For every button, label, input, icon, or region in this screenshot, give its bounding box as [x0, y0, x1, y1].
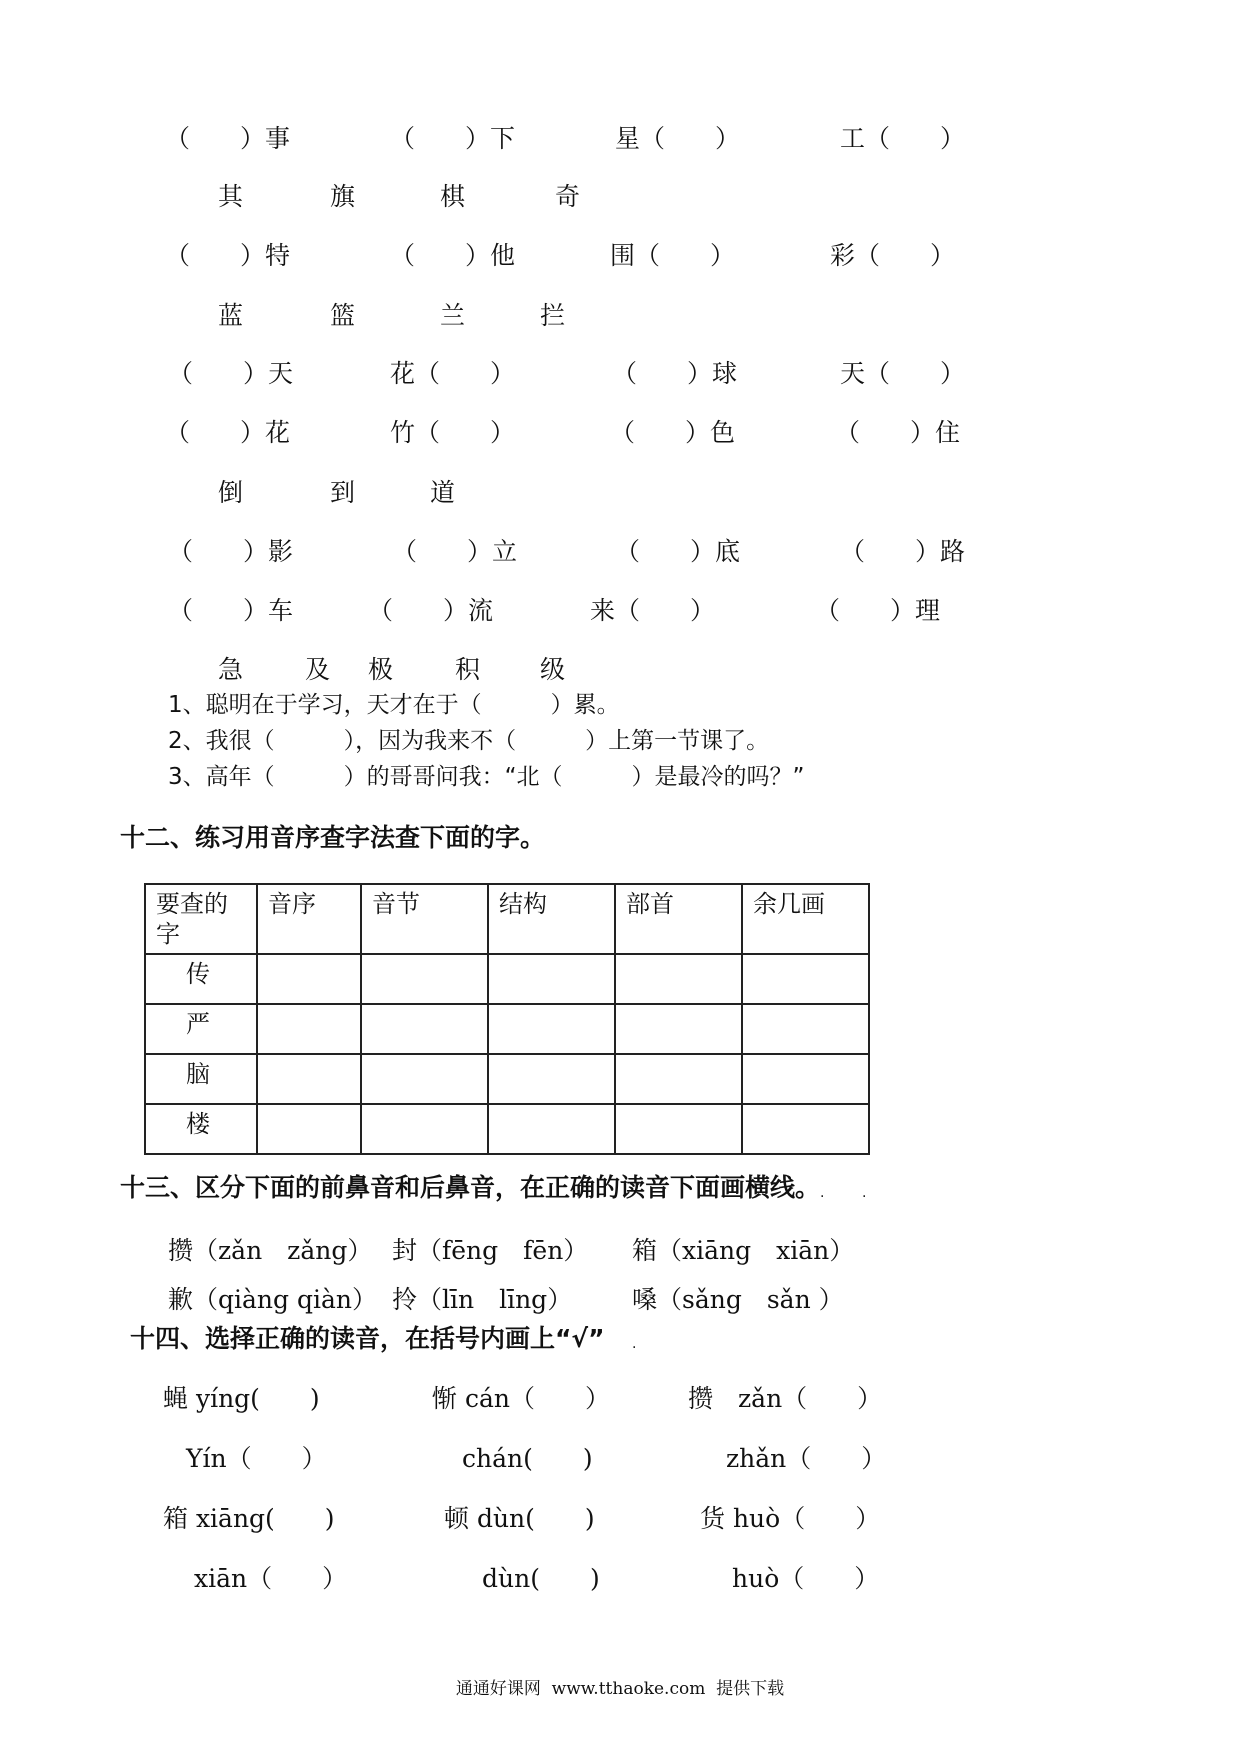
fill-item: （ ）立: [392, 537, 518, 566]
group-char: 棋: [440, 182, 466, 211]
answer-cell[interactable]: [361, 1004, 488, 1054]
section-13-title: 十三、区分下面的前鼻音和后鼻音，在正确的读音下面画横线。: [120, 1173, 821, 1202]
fill-item: （ ）车: [168, 596, 294, 625]
lookup-table: [144, 883, 870, 1155]
answer-cell[interactable]: [257, 1104, 361, 1154]
sentence-2: 2、我很（ ），因为我来不（ ）上第一节课了。: [168, 728, 770, 754]
fill-item: （ ）下: [390, 124, 516, 153]
fill-item: （ ）底: [615, 537, 741, 566]
answer-cell[interactable]: [742, 1004, 869, 1054]
answer-cell[interactable]: [257, 1054, 361, 1104]
group-char: 积: [455, 655, 481, 684]
group-char: 倒: [218, 478, 244, 507]
fill-item: 星（ ）: [615, 124, 741, 153]
lookup-char: 严: [145, 1004, 257, 1054]
answer-cell[interactable]: [615, 1004, 742, 1054]
fill-item: （ ）流: [368, 596, 494, 625]
group-char: 奇: [555, 182, 581, 211]
table-header-cell: 要查的字: [145, 884, 257, 954]
table-header-cell: 余几画: [742, 884, 869, 954]
answer-cell[interactable]: [488, 1054, 615, 1104]
fill-item: （ ）理: [815, 596, 941, 625]
reading-item: 惭 cán（ ）: [432, 1384, 610, 1413]
table-header-row: [145, 884, 869, 954]
fill-item: 彩（ ）: [830, 241, 956, 270]
reading-item: 箱 xiāng( ): [163, 1504, 335, 1533]
reading-item: 攒 zǎn（ ）: [688, 1384, 883, 1413]
answer-cell[interactable]: [361, 1104, 488, 1154]
nasal-item: 封（fēng fēn）: [392, 1236, 589, 1265]
group-char: 篮: [330, 301, 356, 330]
table-row: [145, 1104, 869, 1154]
answer-cell[interactable]: [257, 954, 361, 1004]
answer-cell[interactable]: [742, 1054, 869, 1104]
table-row: [145, 1054, 869, 1104]
group-char: 道: [430, 478, 456, 507]
stray-mark: .: [862, 1185, 867, 1201]
table-header-cell: 音序: [257, 884, 361, 954]
group-char: 到: [330, 478, 356, 507]
fill-item: 来（ ）: [590, 596, 716, 625]
answer-cell[interactable]: [615, 954, 742, 1004]
reading-item: zhǎn（ ）: [726, 1444, 887, 1473]
fill-item: 工（ ）: [840, 124, 966, 153]
lookup-char: 传: [145, 954, 257, 1004]
fill-item: 围（ ）: [610, 241, 736, 270]
fill-item: （ ）他: [390, 241, 516, 270]
fill-item: （ ）花: [165, 418, 291, 447]
fill-item: 竹（ ）: [390, 418, 516, 447]
sentence-3: 3、高年（ ）的哥哥问我：“北（ ）是最冷的吗？”: [168, 764, 805, 790]
group-char: 极: [368, 655, 394, 684]
fill-item: （ ）住: [835, 418, 961, 447]
reading-item: chán( ): [462, 1444, 593, 1473]
fill-item: （ ）影: [168, 537, 294, 566]
answer-cell[interactable]: [615, 1054, 742, 1104]
fill-item: （ ）天: [168, 359, 294, 388]
answer-cell[interactable]: [488, 954, 615, 1004]
answer-cell[interactable]: [361, 1054, 488, 1104]
section-14-title: 十四、选择正确的读音，在括号内画上“√”: [130, 1324, 605, 1353]
answer-cell[interactable]: [257, 1004, 361, 1054]
group-char: 及: [305, 655, 331, 684]
table-header-cell: 部首: [615, 884, 742, 954]
fill-item: （ ）事: [165, 124, 291, 153]
reading-item: xiān（ ）: [194, 1564, 348, 1593]
table-row: [145, 1004, 869, 1054]
nasal-item: 攒（zǎn zǎng）: [168, 1236, 373, 1265]
reading-item: 货 huò（ ）: [700, 1504, 881, 1533]
nasal-item: 拎（līn līng）: [392, 1285, 573, 1314]
footer-credit: 通通好课网 www.tthaoke.com 提供下载: [455, 1679, 785, 1699]
group-char: 旗: [330, 182, 356, 211]
fill-item: （ ）路: [840, 537, 966, 566]
group-char: 级: [540, 655, 566, 684]
lookup-char: 楼: [145, 1104, 257, 1154]
answer-cell[interactable]: [615, 1104, 742, 1154]
reading-item: dùn( ): [482, 1564, 600, 1593]
fill-item: （ ）色: [610, 418, 736, 447]
reading-item: Yín（ ）: [186, 1444, 327, 1473]
fill-item: 花（ ）: [390, 359, 516, 388]
answer-cell[interactable]: [488, 1104, 615, 1154]
group-char: 急: [218, 655, 244, 684]
nasal-item: 歉（qiàng qiàn）: [168, 1285, 377, 1314]
answer-cell[interactable]: [742, 1104, 869, 1154]
reading-item: 顿 dùn( ): [444, 1504, 595, 1533]
stray-mark: .: [632, 1336, 637, 1352]
reading-item: huò（ ）: [732, 1564, 880, 1593]
lookup-char: 脑: [145, 1054, 257, 1104]
answer-cell[interactable]: [742, 954, 869, 1004]
fill-item: （ ）特: [165, 241, 291, 270]
answer-cell[interactable]: [361, 954, 488, 1004]
table-header-cell: 结构: [488, 884, 615, 954]
sentence-1: 1、聪明在于学习，天才在于（ ）累。: [168, 692, 620, 718]
stray-mark: .: [820, 1185, 825, 1201]
answer-cell[interactable]: [488, 1004, 615, 1054]
group-char: 兰: [440, 301, 466, 330]
reading-item: 蝇 yíng( ): [163, 1384, 320, 1413]
table-header-cell: 音节: [361, 884, 488, 954]
group-char: 拦: [540, 301, 566, 330]
table-row: [145, 954, 869, 1004]
nasal-item: 嗓（sǎng sǎn ）: [632, 1285, 844, 1314]
nasal-item: 箱（xiāng xiān）: [632, 1236, 855, 1265]
section-12-title: 十二、练习用音序查字法查下面的字。: [120, 823, 546, 852]
fill-item: 天（ ）: [840, 359, 966, 388]
fill-item: （ ）球: [612, 359, 738, 388]
group-char: 蓝: [218, 301, 244, 330]
group-char: 其: [218, 182, 244, 211]
